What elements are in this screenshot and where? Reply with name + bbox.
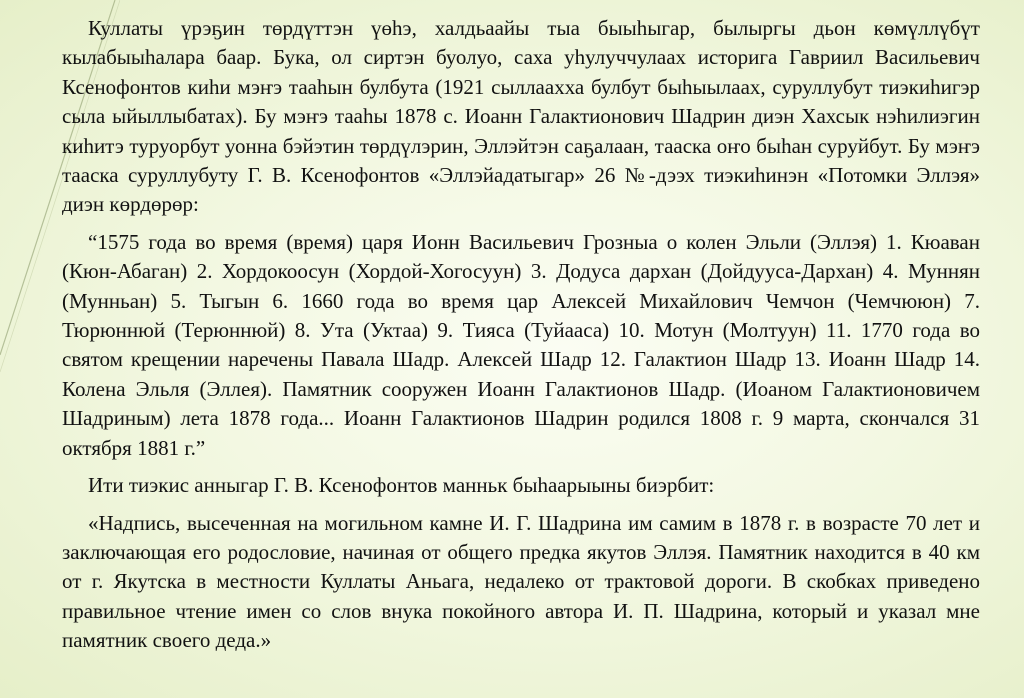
paragraph-intro: Куллаты үрэҕин төрдүттэн үөһэ, халдьаайы тыа быыһыгар, былыргы дьон көмүллүбүт кылабыыһалара баар. Бука, ол сиртэн буолуо, саха уһулуччулаах историга Гавриил Васильевич Ксенофонтов киһи мэҥэ тааһын булбута (1921 сыллаахха булбут быһыылаах, суруллубут тиэкиһигэр сыла ыйыллыбатах). Бу мэҥэ тааһы 1878 с. Иоанн Галактионович Шадрин диэн Хахсык нэһилиэгин киһитэ туруорбут уонна бэйэтин төрдүлэрин, Эллэйтэн саҕалаан, тааска оҥо быһан суруйбут. Бу мэҥэ тааска суруллубуту Г. В. Ксенофонтов «Эллэйадатыгар» 26 №-дээх тиэкиһинэн «Потомки Эллэя» диэн көрдөрөр: bbox=[62, 16, 980, 217]
paragraph-ksenofontov-quote: «Надпись, высеченная на могильном камне И. Г. Шадрина им самим в 1878 г. в возрасте 70 лет и заключающая его родословие, начиная от общего предка якутов Эллэя. Памятник находится в 40 км от г. Якутска в местности Куллаты Аньага, недалеко от трактовой дороги. В скобках приведено правильное чтение имен со слов внука покойного автора И. П. Шадрина, который и указал мне памятник своего деда.» bbox=[62, 510, 980, 653]
paragraph-inscription-quote: “1575 года во время (время) царя Ионн Васильевич Грозныа о колен Эльли (Эллэя) 1. Кюаван (Кюн-Абаган) 2. Хордокоосун (Хордой-Хогосуун) 3. Додуса дархан (Дойдууса-Дархан) 4. Муннян (Мунньан) 5. Тыгын 6. 1660 года во время цар Алексей Михайлович Чемчон (Чемчююн) 7. Тюрюннюй (Терюннюй) 8. Ута (Уктаа) 9. Тияса (Туйааса) 10. Мотун (Молтуун) 11. 1770 года во святом крещении наречены Павала Шадр. Алексей Шадр 12. Галактион Шадр 13. Иоанн Шадр 14. Колена Эльля (Эллея). Памятник сооружен Иоанн Галактионов Шадр. (Иоаном Галактионовичем Шадриным) лета 1878 года... Иоанн Галактионов Шадрин родился 1808 г. 9 марта, скончался 31 октября 1881 г.” bbox=[62, 229, 980, 460]
document-body bbox=[62, 14, 980, 656]
paragraph-explanation-intro: Ити тиэкис анныгар Г. В. Ксенофонтов манньк быһаарыыны биэрбит: bbox=[88, 473, 715, 498]
